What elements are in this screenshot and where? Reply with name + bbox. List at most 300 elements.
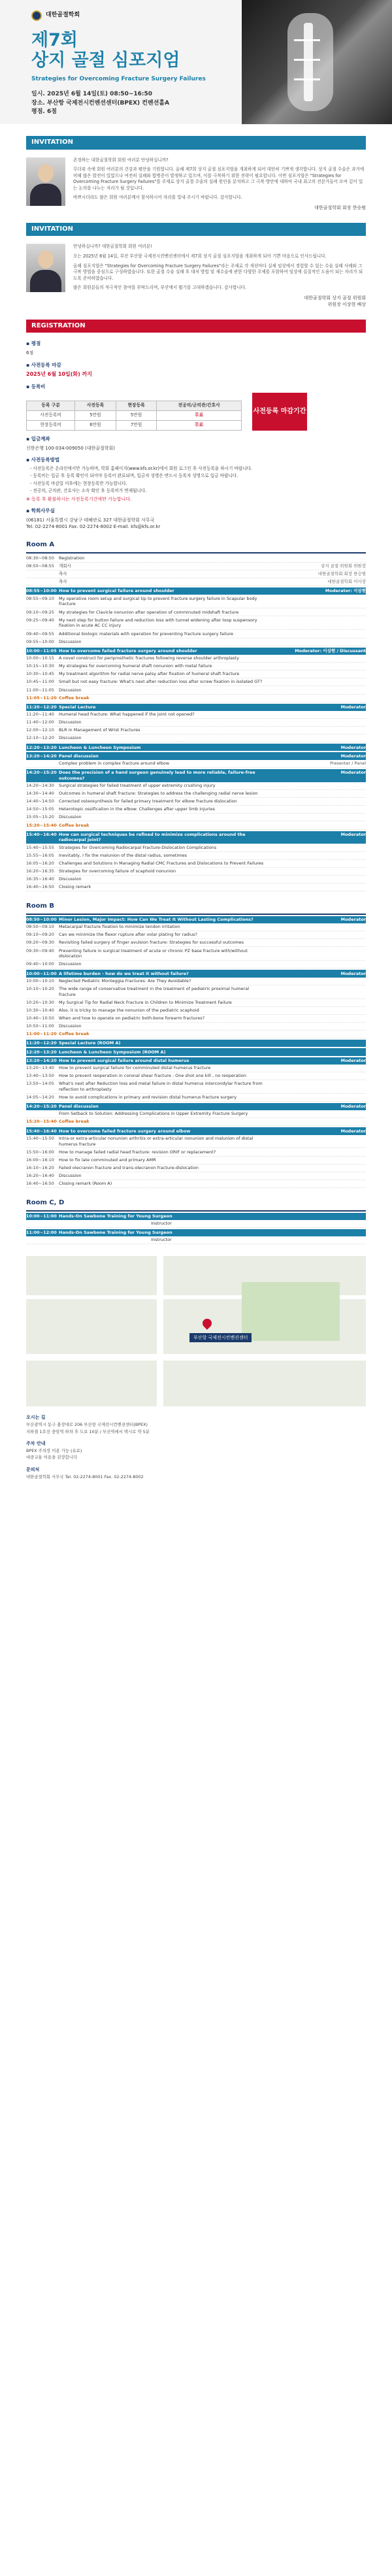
row-title: Corrected osteosynthesis for failed primary treatment for elbow fracture dislocation [59, 799, 237, 804]
row-time: 10:00~11:00 [26, 970, 57, 976]
program-row [26, 782, 366, 790]
program-row [26, 686, 366, 694]
program-row [26, 555, 366, 563]
title-line-2: 상지 골절 심포지엄 [31, 50, 180, 71]
map-venue-label: 부산항 국제전시컨벤션센터 [189, 1333, 252, 1342]
row-time: 14:05~14:20 [26, 1095, 54, 1100]
row-speaker [268, 1165, 366, 1171]
row-title: What's next after Reduction loss and metal failure in distal humerus intercondylar fracture from reflection to arthroplasty [59, 1081, 263, 1092]
row-time: 15:40~15:55 [26, 844, 54, 850]
row-title: Small but not easy fracture: What's next after reduction loss after screw fixation in isolated GT? [59, 679, 263, 685]
row-time: 10:50~11:00 [26, 1023, 54, 1029]
fee-table [26, 401, 242, 431]
program-row [26, 1023, 366, 1031]
break-row [26, 1118, 366, 1126]
row-time: 08:55~09:10 [26, 595, 54, 601]
account-label: ▪ 입금계좌 [26, 435, 50, 442]
page-title [31, 30, 180, 71]
row-title: How can surgical techniques be refined to minimize complications around the radiocarpal joint? [59, 831, 246, 843]
invitation-1-text [73, 157, 366, 211]
row-title: Can we minimize the flexor rupture after volar plating for radius? [59, 932, 197, 938]
row-time: 13:50~14:05 [26, 1081, 54, 1087]
row-time: 12:20~13:20 [26, 744, 57, 750]
fee-cell: 무료 [157, 411, 242, 421]
method-label: ▪ 사전등록방법 [26, 456, 60, 463]
row-time: 15:40~15:50 [26, 1135, 54, 1141]
invitation-paragraph: 바쁘시더라도 많은 회원 여러분께서 참석하시어 자리를 빛내 주시기 바랍니다. 감사합니다. [73, 195, 242, 201]
row-title: How to overcome failed fracture surgery around shoulder [59, 648, 197, 653]
row-title: My operative room setup and surgical tip to prevent fracture surgery failure in Scapular body fracture [59, 595, 257, 607]
row-time: 10:00~10:10 [26, 978, 54, 983]
program-row [26, 806, 366, 814]
program-row [26, 844, 366, 851]
session-header [26, 1103, 366, 1110]
row-title: Special Lecture [59, 704, 96, 710]
invitation-2 [26, 244, 366, 308]
row-time: 16:40~16:50 [26, 1181, 54, 1187]
program-row [26, 860, 366, 868]
program-row [26, 1135, 366, 1149]
row-time: 14:50~15:05 [26, 806, 54, 812]
row-speaker [268, 1008, 366, 1014]
row-time: 13:20~14:20 [26, 753, 57, 759]
row-speaker: Moderator [340, 753, 366, 759]
footer-info [26, 1414, 366, 1480]
fee-header-cell: 등록 구분 [27, 401, 75, 411]
program-row [26, 1072, 366, 1080]
row-speaker [268, 1023, 366, 1029]
row-title: Outcomes in humeral shaft fracture: Strategies to address the challenging radial nerve lesion [59, 791, 258, 796]
program-row [26, 1220, 366, 1228]
row-title: A novel construct for periprosthetic fractures following reverse shoulder arthroplasty [59, 655, 239, 661]
program-row [26, 947, 366, 961]
fee-cell: 현장등록비 [27, 421, 75, 431]
row-title: Strategies for Overcoming Radiocarpal Fracture-Dislocation Complications [59, 844, 217, 850]
subtitle: Strategies for Overcoming Fracture Surgery Failures [31, 76, 206, 82]
row-time: 11:20~12:20 [26, 1040, 57, 1046]
event-info [31, 90, 169, 117]
deadline-label: ▪ 사전등록 마감 [26, 361, 61, 368]
session-header [26, 1213, 366, 1220]
row-time: 08:30~08:50 [26, 555, 54, 561]
row-title: Hands-On Sawbone Training for Young Surgeon [59, 1230, 172, 1236]
row-title: Discussion [59, 735, 82, 741]
row-speaker [268, 1149, 366, 1155]
room-a-rows [26, 555, 366, 892]
row-speaker: Moderator [340, 916, 366, 922]
row-speaker [268, 663, 366, 669]
program-row [26, 923, 366, 931]
row-time [26, 1237, 59, 1243]
room-b-program [26, 902, 366, 1188]
invitation-1 [26, 157, 366, 211]
footer-line: 대한골절학회 사무국 Tel. 02-2274-8001 Fax. 02-2274-8002 [26, 1474, 144, 1479]
fee-cell: 무료 [157, 421, 242, 431]
row-speaker [268, 1065, 366, 1071]
row-title: Does the precision of a hand surgeon genuinely lead to more reliable, failure-free outcomes? [59, 769, 255, 781]
row-time: 09:40~10:00 [26, 961, 54, 967]
session-header [26, 769, 366, 782]
row-speaker [268, 823, 366, 829]
row-time: 11:20~11:40 [26, 711, 54, 717]
program-row [26, 1236, 366, 1244]
row-speaker [268, 814, 366, 820]
invitation-paragraph: 존경하는 대한골절학회 회원 여러분 안녕하십니까? [73, 157, 169, 163]
row-title: Instructor [151, 1237, 172, 1243]
row-title: Coffee break [59, 1119, 90, 1125]
row-title: My Surgical Tip for Radial Neck Fracture in Children to Minimize Treatment Failure [59, 999, 232, 1005]
xray-screw [294, 39, 320, 41]
row-time: 13:40~13:50 [26, 1073, 54, 1079]
invitation-paragraph: 오는 2025년 6월 14일, 부산 부산항 국제전시컨벤션센터에서 제7회 상지 골절 심포지엄을 개최하게 되어 기쁜 마음으로 인사드립니다. [73, 253, 327, 259]
row-speaker [268, 695, 366, 701]
invitation-bar-1: INVITATION [26, 136, 366, 150]
program-row [26, 1094, 366, 1102]
fee-cell: 6만원 [75, 421, 116, 431]
program-row [26, 883, 366, 891]
row-time: 11:00~12:00 [26, 1230, 57, 1236]
row-speaker [268, 876, 366, 882]
row-time: 14:20~15:20 [26, 769, 57, 775]
session-header [26, 704, 366, 711]
program-row [26, 985, 366, 999]
row-speaker [268, 618, 366, 629]
fee-label: ▪ 등록비 [26, 383, 46, 389]
row-title: Challenges and Solutions in Managing Radial CMC Fractures and Dislocations to Prevent Failures [59, 860, 264, 866]
method-item: - 사전등록은 온라인에서만 가능하며, 학회 홈페이지(www.kfs.or.kr)에서 회원 로그인 후 사전등록을 하시기 바랍니다. [30, 465, 253, 471]
program-row [26, 978, 366, 985]
session-header [26, 1229, 366, 1236]
invitation-2-text [73, 244, 366, 308]
row-speaker: Moderator [340, 831, 366, 837]
program-row [26, 630, 366, 638]
xray-plate [304, 23, 313, 101]
registration-section [26, 340, 366, 530]
society-emblem-icon [31, 10, 42, 21]
map-road [26, 1354, 366, 1361]
row-speaker [268, 679, 366, 685]
fee-badge: 사전등록 마감기간 [252, 393, 307, 431]
program-row [26, 570, 366, 578]
program-row [26, 1172, 366, 1180]
row-speaker [268, 610, 366, 616]
row-speaker [268, 1095, 366, 1100]
row-speaker [268, 1221, 366, 1227]
row-title: Hands-On Sawbone Training for Young Surgeon [59, 1213, 172, 1219]
signature-name: 위원장 이상현 배상 [327, 301, 366, 307]
fee-header-cell: 사전등록 [75, 401, 116, 411]
row-time: 14:20~15:20 [26, 1104, 57, 1110]
map-pin-icon [201, 1317, 214, 1330]
row-speaker [268, 924, 366, 930]
row-speaker [268, 1000, 366, 1006]
row-title: Humeral head fracture: What happened if the joint not opened? [59, 711, 195, 717]
row-time [26, 571, 59, 577]
fee-header-cell: 전공의/군의관/간호사 [157, 401, 242, 411]
row-title: How to avoid complications in primary and revision distal humerus fracture surgery [59, 1095, 237, 1100]
row-time: 15:40~16:40 [26, 1128, 57, 1134]
row-title: Closing remark [59, 884, 91, 890]
row-speaker [268, 1119, 366, 1125]
program-row [26, 939, 366, 947]
row-time: 10:10~10:20 [26, 985, 54, 991]
row-time: 14:30~14:40 [26, 791, 54, 796]
map-park [242, 1282, 340, 1341]
society-logo [31, 10, 80, 21]
row-speaker [268, 853, 366, 859]
row-time: 12:10~12:20 [26, 735, 54, 741]
program-row [26, 1007, 366, 1015]
xray-screw [294, 59, 320, 61]
row-title: Inevitably, I fix the malunion of the distal radius, sometimes [59, 852, 187, 858]
row-time [26, 1221, 59, 1227]
row-title: The wide range of conservative treatment in the treatment of pediatric proximal humeral fracture [59, 985, 250, 997]
row-speaker: Moderator [340, 1104, 366, 1110]
row-time [26, 761, 59, 767]
room-cd-rows [26, 1213, 366, 1245]
row-title: Additional biologic materials with operation for preventing fracture surgery failure [59, 631, 234, 636]
row-time: 12:20~13:20 [26, 1049, 57, 1055]
row-time: 08:50~09:10 [26, 924, 54, 930]
invitation-bar-2: INVITATION [26, 223, 366, 237]
row-title: How to prevent surgical failure for comminuted distal humerus fracture [59, 1065, 211, 1070]
row-speaker [268, 884, 366, 890]
row-time: 08:50~08:55 [26, 563, 54, 569]
row-title: Discussion [59, 814, 82, 820]
program-row [26, 868, 366, 876]
row-time: 16:35~16:40 [26, 876, 54, 882]
event-date: 일시. 2025년 6월 14일(토) 08:50~16:50 [31, 91, 153, 97]
row-speaker [268, 932, 366, 938]
row-speaker [268, 687, 366, 693]
room-cd-heading: Room C, D [26, 1198, 366, 1212]
row-title: Also, it is tricky to manage the nonunion of the pediatric scaphoid [59, 1007, 199, 1013]
row-speaker [268, 1181, 366, 1187]
method-item: - 전공의, 군의관, 간호사는 소속 확인 후 등록비가 면제됩니다. [30, 488, 147, 494]
row-speaker: Moderator: 이상현 [325, 588, 366, 594]
program-row [26, 798, 366, 806]
fee-cell: 5만원 [75, 411, 116, 421]
row-speaker [268, 948, 366, 960]
row-title: Luncheon & Luncheon Symposium (ROOM A) [59, 1049, 166, 1055]
row-time: 11:05~11:20 [26, 695, 57, 701]
row-title: Discussion [59, 1023, 82, 1029]
row-speaker [268, 961, 366, 967]
program-row [26, 1164, 366, 1172]
program-row [26, 760, 366, 768]
method-list [26, 466, 366, 495]
row-speaker: Moderator [340, 1057, 366, 1063]
footer-line: 대중교통 이용을 권장합니다 [26, 1455, 78, 1461]
break-row [26, 695, 366, 702]
program-row [26, 563, 366, 570]
program-row [26, 655, 366, 663]
row-speaker [268, 845, 366, 851]
row-speaker: Moderator: 이상현 / Discussant [295, 648, 366, 653]
row-time: 14:20~14:30 [26, 782, 54, 788]
row-speaker [268, 1040, 366, 1046]
row-time: 16:20~16:35 [26, 868, 54, 874]
row-title: Surgical strategies for failed treatment of upper extremity crushing injury [59, 782, 216, 788]
program-row [26, 711, 366, 719]
row-time: 08:55~10:00 [26, 588, 57, 594]
row-title: Coffee break [59, 1031, 90, 1037]
session-header [26, 587, 366, 595]
program-row [26, 852, 366, 860]
row-title: How to prevent surgical failure around shoulder [59, 588, 174, 594]
row-speaker [268, 940, 366, 946]
row-speaker [268, 1214, 366, 1219]
row-time [26, 1111, 59, 1117]
row-title: How to prevent surgical failure around distal humerus [59, 1057, 189, 1063]
row-speaker [268, 861, 366, 867]
row-speaker [268, 631, 366, 637]
secretariat-contact: Tel. 02-2274-8001 Fax. 02-2274-8002 E-mail. kfs@kfs.or.kr [26, 524, 161, 530]
program-row [26, 814, 366, 821]
row-time: 11:00~11:20 [26, 1031, 57, 1037]
row-speaker [268, 655, 366, 661]
session-header [26, 1057, 366, 1065]
row-time: 09:25~09:40 [26, 617, 54, 623]
row-title: Neglected Pediatric Monteggia Fractures: Are They Avoidable? [59, 978, 191, 983]
program-row [26, 961, 366, 968]
session-header [26, 752, 366, 759]
row-title: Panel discussion [59, 753, 99, 759]
refund-warning: ※ 등록 후 환불하시는 사전등록기간에만 가능합니다. [26, 496, 132, 502]
row-time: 16:20~16:40 [26, 1173, 54, 1179]
row-speaker [268, 671, 366, 677]
credits-label: ▪ 평점 [26, 340, 41, 347]
row-title: My next step for button failure and reduction loss with tunnel widening after loop suspensory fixation in acute AC CC injury [59, 617, 257, 629]
row-time: 10:15~10:30 [26, 663, 54, 669]
row-speaker [268, 1111, 366, 1117]
footer-heading: 오시는 길 [26, 1415, 46, 1421]
invitation-2-signature [73, 295, 366, 308]
venue-map[interactable] [26, 1256, 366, 1406]
program-row [26, 608, 366, 616]
row-speaker [268, 1073, 366, 1079]
method-item: - 등록비는 입금 후 등록 확인이 되어야 등록이 완료되며, 입금자 성명은 반드시 등록자 성명으로 입금 바랍니다. [30, 473, 238, 479]
break-row [26, 1031, 366, 1038]
row-time: 12:00~12:10 [26, 727, 54, 733]
row-time: 09:20~09:30 [26, 940, 54, 946]
row-speaker: Presenter / Panel [330, 760, 366, 766]
invitation-paragraph: 많은 회원분들의 적극적인 참여를 부탁드리며, 부산에서 뵙기를 고대하겠습니다. 감사합니다. [73, 285, 247, 291]
registration-bar: REGISTRATION [26, 320, 366, 333]
row-speaker [268, 806, 366, 812]
row-title: Discussion [59, 638, 82, 644]
row-title: How to prevent reoperation in coronal shear fracture : One shot one kill , no reoperation [59, 1073, 247, 1079]
signature-org: 대한골절학회 상지 골절 위원회 [304, 295, 366, 301]
session-header [26, 916, 366, 923]
session-header [26, 831, 366, 844]
row-time: 15:05~15:20 [26, 814, 54, 820]
row-time: 16:10~16:20 [26, 1164, 54, 1170]
row-speaker: Moderator [340, 744, 366, 750]
program-row [26, 1148, 366, 1156]
row-time: 09:10~09:20 [26, 932, 54, 938]
room-b-rows [26, 916, 366, 1188]
program-row [26, 1065, 366, 1072]
program-row [26, 735, 366, 742]
program-row [26, 727, 366, 735]
secretariat-label: ▪ 학회사무실 [26, 508, 55, 514]
program-row [26, 719, 366, 727]
row-time: 08:50~10:00 [26, 916, 57, 922]
footer-line: 부산광역시 동구 충장대로 206 부산항 국제전시컨벤션센터(BPEX) [26, 1422, 148, 1428]
program-row [26, 1080, 366, 1094]
row-title: Discussion [59, 876, 82, 882]
row-time: 15:55~16:05 [26, 852, 54, 858]
row-speaker [268, 791, 366, 797]
president-photo [26, 157, 65, 206]
fee-cell: 사전등록비 [27, 411, 75, 421]
chair-photo [26, 244, 65, 292]
row-title: Registration [59, 555, 85, 561]
row-title: Discussion [59, 719, 82, 725]
row-time: 16:40~16:50 [26, 884, 54, 890]
room-a-program [26, 540, 366, 891]
row-title: From Setback to Solution: Addressing Complications in Upper Extremity Fracture Surgery [59, 1111, 248, 1117]
row-title: Discussion [59, 687, 82, 693]
row-title: 개회사 [59, 563, 71, 569]
row-title: Special Lecture (ROOM A) [59, 1040, 121, 1046]
row-time: 15:20~15:40 [26, 822, 57, 828]
session-header [26, 1127, 366, 1134]
row-speaker [268, 727, 366, 733]
row-speaker [268, 783, 366, 789]
footer-heading: 문의처 [26, 1466, 40, 1472]
event-venue: 장소. 부산항 국제전시컨벤션센터(BPEX) 컨벤션홀A [31, 99, 170, 107]
row-time: 13:20~14:20 [26, 1057, 57, 1063]
row-time: 09:10~09:25 [26, 609, 54, 615]
row-time: 11:40~12:00 [26, 719, 54, 725]
fee-row [26, 393, 366, 431]
row-title: My strategies for Clavicle nonunion after operation of comminuted midshaft fracture [59, 609, 239, 615]
row-speaker [268, 555, 366, 561]
society-name: 대한골절학회 [46, 12, 80, 19]
row-speaker [268, 1081, 366, 1093]
row-time: 16:00~16:10 [26, 1157, 54, 1163]
row-speaker [268, 986, 366, 998]
program-row [26, 1157, 366, 1164]
row-speaker [268, 639, 366, 645]
row-speaker [268, 1230, 366, 1236]
program-row [26, 616, 366, 630]
row-time: 10:00~11:05 [26, 648, 57, 653]
row-time: 15:40~16:40 [26, 831, 57, 837]
row-title: 축사 [59, 571, 67, 577]
row-title: Heterotopic ossification in the elbow: Challenges after upper limb injuries [59, 806, 215, 812]
session-header [26, 970, 366, 977]
footer-line: 지하철 1호선 중앙역 하차 후 도보 10분 / 부산역에서 택시로 약 5분 [26, 1428, 150, 1434]
row-time: 16:05~16:20 [26, 860, 54, 866]
row-speaker [268, 1049, 366, 1055]
session-header [26, 1040, 366, 1047]
row-title: Metacarpal fracture fixation to minimize tendon irritation [59, 924, 180, 930]
event-credits: 평점. 6점 [31, 108, 57, 115]
row-title: Instructor [151, 1221, 172, 1227]
program-row [26, 578, 366, 586]
row-title: Closing remark (Room A) [59, 1181, 112, 1187]
fee-header-cell: 현장등록 [116, 401, 157, 411]
invitation-paragraph: 안녕하십니까? 대한골절학회 회원 여러분! [73, 244, 152, 250]
xray-image [242, 0, 392, 124]
room-cd-program [26, 1198, 366, 1244]
row-title: Coffee break [59, 695, 90, 701]
row-time: 11:20~12:20 [26, 704, 57, 710]
row-speaker [268, 712, 366, 718]
